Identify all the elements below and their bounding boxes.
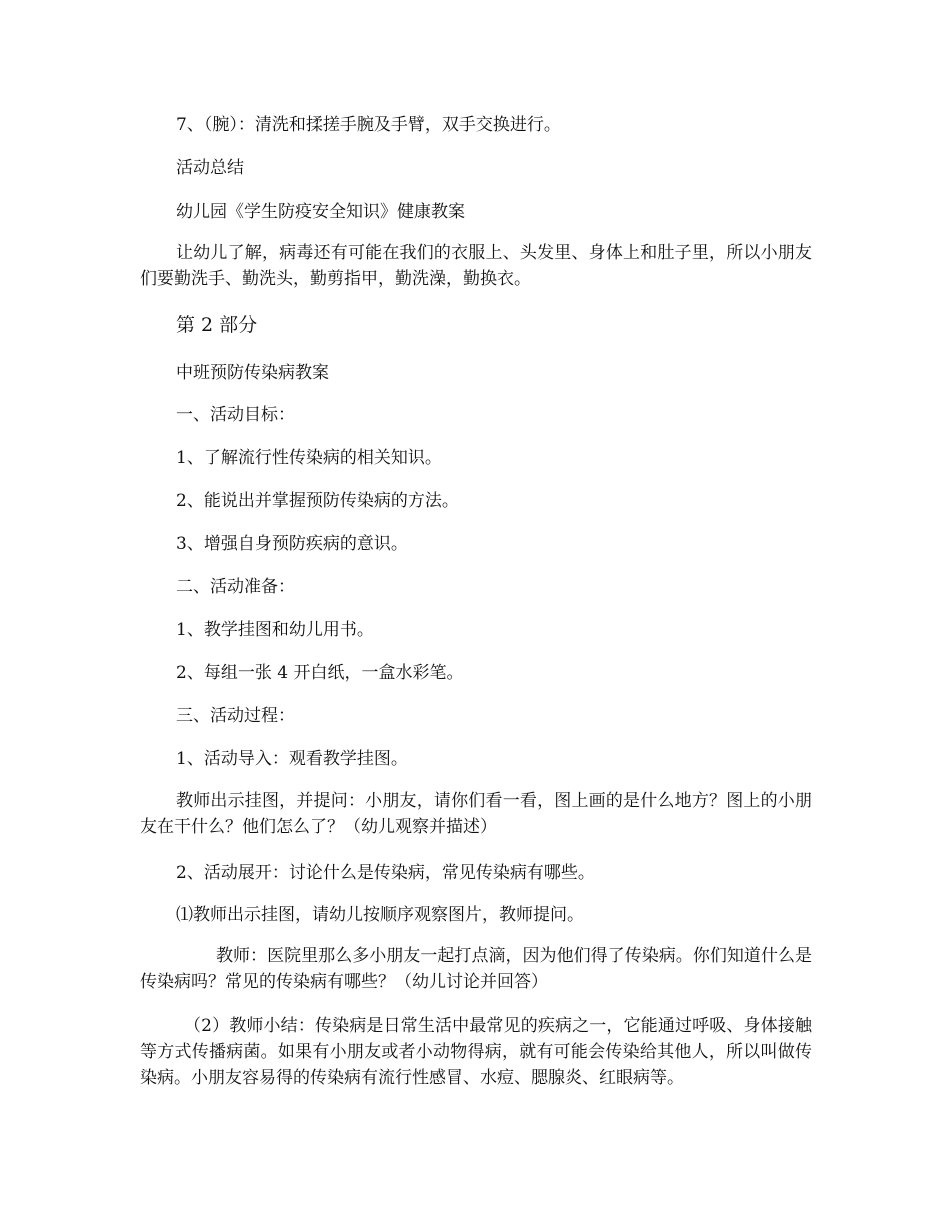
heading-lesson-plan-title: 幼儿园《学生防疫安全知识》健康教案 [176, 202, 465, 222]
paragraph-teacher-explanation: 教师：医院里那么多小朋友一起打点滴，因为他们得了传染病。你们知道什么是传染病吗？常见的传染病有哪些？（幼儿讨论并回答） [140, 946, 812, 992]
goal-item-3: 3、增强自身预防疾病的意识。 [176, 534, 408, 554]
process-step-2: 2、活动展开：讨论什么是传染病，常见传染病有哪些。 [176, 863, 595, 883]
paragraph-teacher-summary: （2）教师小结：传染病是日常生活中最常见的疾病之一，它能通过呼吸、身体接触等方式传播病菌。如果有小朋友或者小动物得病，就有可能会传染给其他人，所以叫做传染病。小朋友容易得的传染病有流行性感冒、水痘、腮腺炎、红眼病等。 [140, 1016, 812, 1088]
heading-middle-class-plan: 中班预防传染病教案 [176, 363, 329, 383]
section-heading-part-2: 第 2 部分 [176, 314, 258, 336]
heading-activity-goals: 一、活动目标： [176, 405, 295, 425]
goal-item-2: 2、能说出并掌握预防传染病的方法。 [176, 491, 459, 511]
goal-item-1: 1、了解流行性传染病的相关知识。 [176, 448, 442, 468]
heading-activity-process: 三、活动过程： [176, 706, 295, 726]
paragraph-teacher-question: 教师出示挂图，并提问：小朋友，请你们看一看，图上画的是什么地方？图上的小朋友在干什么？他们怎么了？（幼儿观察并描述） [140, 791, 812, 837]
heading-activity-summary: 活动总结 [176, 158, 244, 178]
preparation-item-2: 2、每组一张 4 开白纸，一盒水彩笔。 [176, 663, 464, 683]
paragraph-hygiene-note: 让幼儿了解，病毒还有可能在我们的衣服上、头发里、身体上和肚子里，所以小朋友们要勤洗手、勤洗头，勤剪指甲，勤洗澡，勤换衣。 [140, 243, 812, 289]
process-substep-1: ⑴教师出示挂图，请幼儿按顺序观察图片，教师提问。 [176, 905, 584, 925]
heading-activity-preparation: 二、活动准备： [176, 577, 295, 597]
paragraph-step-7: 7、（腕）：清洗和揉搓手腕及手臂，双手交换进行。 [176, 115, 561, 135]
process-step-1: 1、活动导入：观看教学挂图。 [176, 749, 408, 769]
preparation-item-1: 1、教学挂图和幼儿用书。 [176, 620, 374, 640]
